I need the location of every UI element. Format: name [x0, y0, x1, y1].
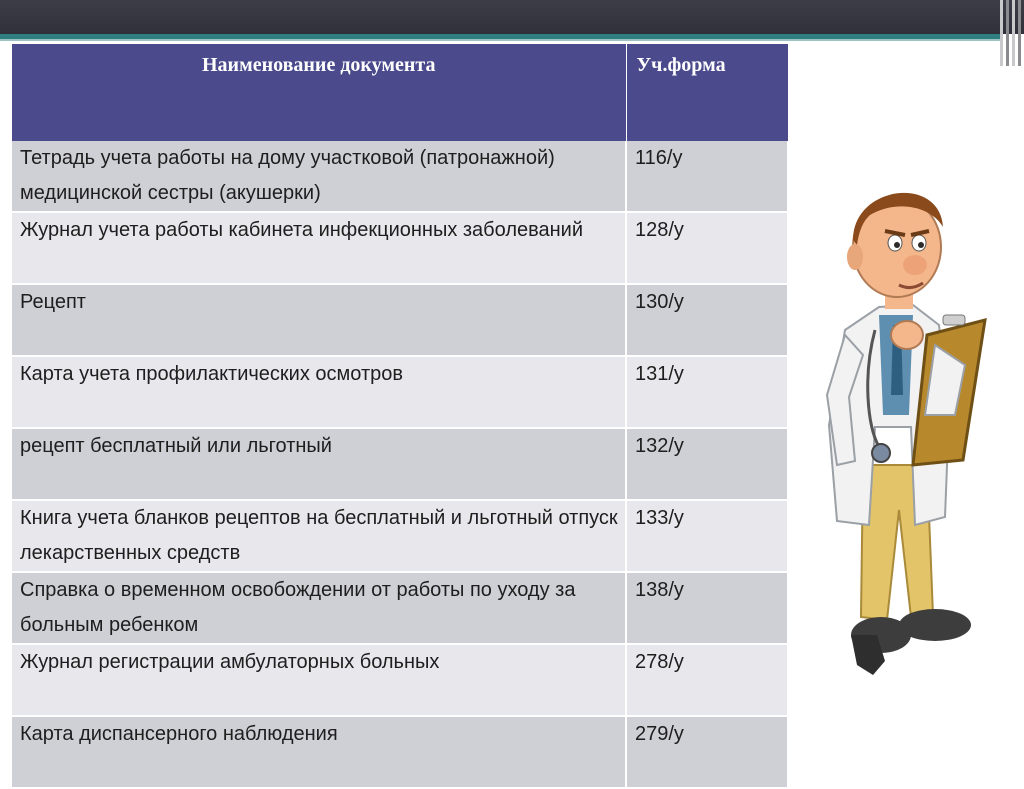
table-row [12, 644, 788, 716]
document-name: Журнал регистрации амбулаторных больных [12, 644, 626, 716]
column-header-document: Наименование документа [12, 44, 626, 141]
form-code: 132/у [626, 428, 788, 500]
document-name: Рецепт [12, 284, 626, 356]
table-row [12, 356, 788, 428]
document-name: Карта диспансерного наблюдения [12, 716, 626, 788]
table-header-row [12, 44, 788, 141]
form-code: 116/у [626, 141, 788, 212]
table-row [12, 428, 788, 500]
form-code: 133/у [626, 500, 788, 572]
corner-decoration [998, 0, 1024, 66]
form-code: 138/у [626, 572, 788, 644]
table-row [12, 141, 788, 212]
form-code: 131/у [626, 356, 788, 428]
table-row [12, 284, 788, 356]
document-name: рецепт бесплатный или льготный [12, 428, 626, 500]
documents-table [12, 44, 789, 789]
form-code: 278/у [626, 644, 788, 716]
document-name: Тетрадь учета работы на дому участковой (патронажной) медицинской сестры (акушерки) [12, 141, 626, 212]
table-row [12, 572, 788, 644]
form-code: 130/у [626, 284, 788, 356]
column-header-form: Уч.форма [626, 44, 788, 141]
accent-line-light [0, 39, 1000, 41]
document-name: Справка о временном освобождении от работы по уходу за больным ребенком [12, 572, 626, 644]
title-bar [0, 0, 1024, 34]
document-name: Журнал учета работы кабинета инфекционных заболеваний [12, 212, 626, 284]
table-row [12, 716, 788, 788]
table-row [12, 500, 788, 572]
document-name: Карта учета профилактических осмотров [12, 356, 626, 428]
doctor-with-clipboard-icon [815, 165, 1010, 690]
form-code: 279/у [626, 716, 788, 788]
table-row [12, 212, 788, 284]
document-name: Книга учета бланков рецептов на бесплатный и льготный отпуск лекарственных средств [12, 500, 626, 572]
form-code: 128/у [626, 212, 788, 284]
